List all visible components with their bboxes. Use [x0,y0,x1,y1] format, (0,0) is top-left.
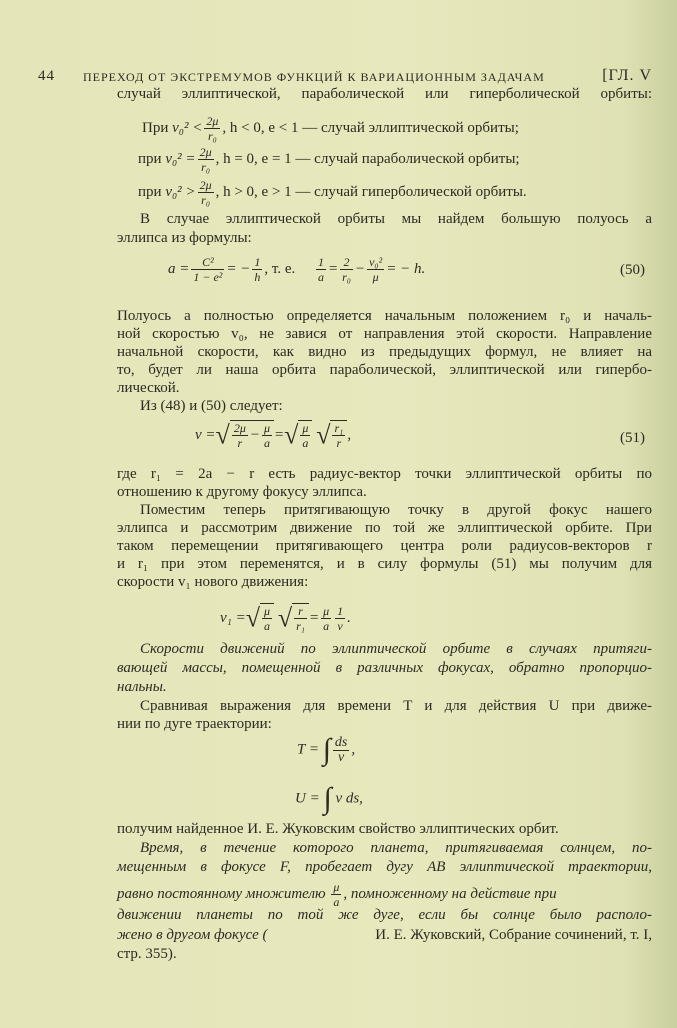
running-title: ПЕРЕХОД ОТ ЭКСТРЕМУМОВ ФУНКЦИЙ К ВАРИАЦИОННЫМ ЗАДАЧАМ [83,70,545,84]
text-line: ной скоростью v₀, не завися от направления этой скорости. Направление [117,326,652,342]
text-line: начальной скорости, как видно из предыдущих формул, не влияет на [117,344,652,360]
text-line: лической. [117,380,180,396]
text-line: нальны. [117,679,167,695]
page-number: 44 [38,68,55,84]
text-line: эллипса и рассмотрим движение по той же эллиптической орбите. При [117,520,652,536]
equation-50: a = $\frac{\text{C²}}{\text{1 − e²}}$ = − $\frac{1}{h}$ , т. е. $\frac{1}{a}$ = $\frac{2}{\text{r₀}}$ − $\frac{\text{v₀²}}{\mu}$ = − h. [168,255,426,284]
equation-number: (51) [620,430,645,446]
chapter-label: [ГЛ. V [602,67,652,84]
case-parabolic: при v₀² = $\frac{2\mu}{\text{r₀}}$ , h = 0, e = 1 — случай параболической орбиты; [138,145,520,174]
equation-time: T = ∫ $\frac{ds}{v}$ , [297,733,356,766]
text-line: то, будет ли наша орбита параболической, эллиптической или гипербо- [117,362,652,378]
text-line: и r₁ при этом переменятся, и в силу формулы (51) мы получим для [117,556,652,572]
equation-51: v =√ $\frac{2\mu}{r}$ − $\frac{\mu}{a}$ =√ $\frac{\mu}{a}$ √ $\frac{\text{r₁}}{r}$ , [195,420,352,450]
text-line: жено в другом фокусе ( И. Е. Жуковский, Собрание сочинений, т. I, [117,927,652,943]
equation-action: U = ∫ v ds, [295,782,363,815]
text-line: движении планеты по той же дуге, если бы солнце было располо- [117,907,652,923]
text-line: Поместим теперь притягивающую точку в другой фокус нашего [140,502,652,518]
text-line: вающей массы, помещенной в различных фокусах, обратно пропорцио- [117,660,652,676]
text-line: отношению к другому фокусу эллипса. [117,484,367,500]
text-line: случай эллиптической, параболической или гиперболической орбиты: [117,86,652,102]
text-line: где r₁ = 2a − r есть радиус-вектор точки эллиптической орбиты по [117,466,652,482]
text-line: равно постоянному множителю $\frac{\mu}{a}$ , помноженному на действие при [117,880,557,909]
text-line: Полуось a полностью определяется начальным положением r₀ и началь- [117,308,652,324]
text-line: Время, в течение которого планета, притягиваемая солнцем, по- [140,840,652,856]
case-hyperbolic: при v₀² > $\frac{2\mu}{\text{r₀}}$ , h > 0, e > 1 — случай гиперболической орбиты. [138,178,527,207]
text-line: эллипса из формулы: [117,230,252,246]
text-line: стр. 355). [117,946,177,962]
text-line: Скорости движений по эллиптической орбите в случаях притяги- [140,641,652,657]
text-line: нии по дуге траектории: [117,716,272,732]
text-line: мещенным в фокусе F, пробегает дугу AB эллиптической траектории, [117,859,652,875]
text-line: В случае эллиптической орбиты мы найдем большую полуось a [140,211,652,227]
text-line: таком перемещении притягивающего центра роли радиусов-векторов r [117,538,652,554]
text-line: скорости v₁ нового движения: [117,574,309,590]
case-elliptic: При v₀² < $\frac{2\mu}{\text{r₀}}$ , h < 0, e < 1 — случай эллиптической орбиты; [142,114,519,143]
text-line: Из (48) и (50) следует: [140,398,283,414]
text-line: получим найденное И. Е. Жуковским свойство эллиптических орбит. [117,821,559,837]
text-line: Сравнивая выражения для времени T и для действия U при движе- [140,698,652,714]
equation-number: (50) [620,262,645,278]
equation-v1: v₁ =√ $\frac{\mu}{a}$ √ $\frac{r}{\text{r₁}}$ = $\frac{\mu}{a}$ $\frac{1}{v}$ . [220,603,351,633]
